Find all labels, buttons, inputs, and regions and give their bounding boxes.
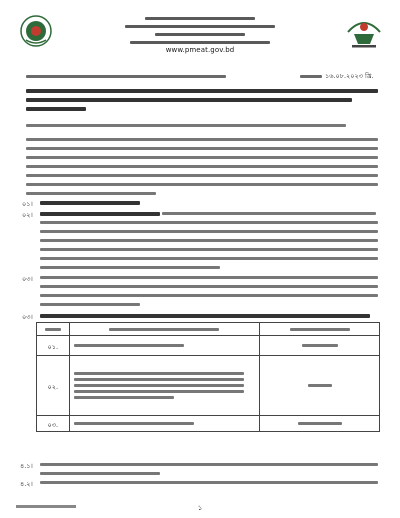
paragraph-line: [26, 156, 378, 159]
paragraph-line: [40, 463, 378, 466]
subject-line: [26, 89, 378, 93]
paragraph-line: [40, 257, 378, 260]
paragraph-line: [26, 138, 378, 141]
paragraph-line: [40, 266, 220, 269]
paragraph-line: [40, 248, 378, 251]
paragraph-line: [40, 481, 378, 484]
committee-table: [36, 322, 380, 432]
table-header-row: [37, 323, 380, 336]
subject-line: [26, 98, 352, 102]
paragraph-line: [26, 174, 378, 177]
section-number: ০২।: [22, 211, 33, 219]
table-row: ০২.: [37, 356, 380, 416]
memo-date: ১৬.০৮.২০২৩ খ্রি.: [300, 71, 374, 82]
section-heading: [40, 212, 160, 216]
section-number: ০১।: [22, 200, 33, 208]
office-header: [120, 17, 280, 49]
paragraph-line: [26, 147, 378, 150]
section-number: ০৩।: [22, 313, 33, 321]
section-heading: [40, 201, 140, 205]
note-number: ৪.২।: [20, 480, 33, 488]
section-heading: [40, 314, 370, 318]
paragraph-line: [40, 303, 140, 306]
paragraph-line: [40, 221, 378, 224]
trust-logo-icon: [344, 14, 384, 50]
paragraph-line: [40, 276, 378, 279]
website-link[interactable]: www.pmeat.gov.bd: [165, 46, 235, 54]
subject-line: [26, 107, 86, 111]
paragraph-line: [162, 212, 376, 215]
paragraph-line: [40, 239, 378, 242]
government-emblem-icon: [20, 15, 52, 47]
memo-number: [26, 75, 226, 78]
table-row: ০৩.: [37, 416, 380, 432]
date-label: [300, 75, 322, 78]
paragraph-line: [26, 165, 378, 168]
table-row: ০১.: [37, 336, 380, 356]
paragraph-line: [40, 285, 378, 288]
paragraph-line: [40, 294, 378, 297]
footer-note: [16, 505, 76, 508]
section-number: ০৩।: [22, 275, 33, 283]
paragraph-line: [26, 183, 378, 186]
paragraph-line: [40, 472, 160, 475]
paragraph-line: [26, 192, 156, 195]
paragraph-line: [40, 230, 378, 233]
reference-line: [26, 124, 346, 127]
note-number: ৪.১।: [20, 462, 33, 470]
page-number: ১: [197, 504, 203, 512]
